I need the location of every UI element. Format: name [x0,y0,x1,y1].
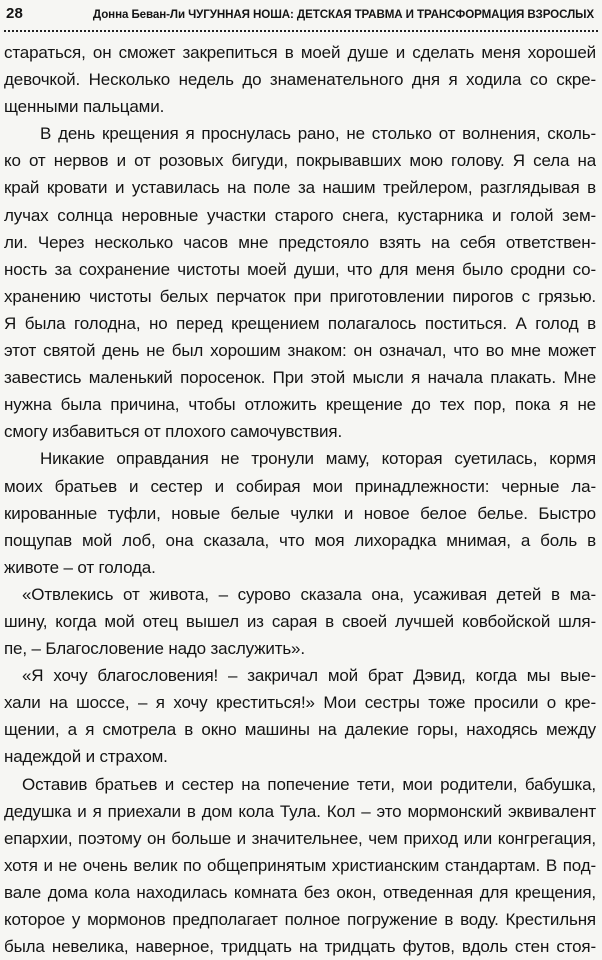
text-line: В день крещения я проснулась рано, не столько от волнения, сколь- [40,124,596,144]
text-line: смогу избавиться от плохого самочувствия. [4,422,343,442]
text-line: пощупав мой лоб, она сказала, что моя лихорадка мнимая, а боль в [4,530,596,550]
text-line: которое у мормонов предполагает полное погружение в воду. Крестильня [4,910,596,929]
text-line: пе, – Благословение надо заслужить». [4,639,305,659]
text-line: этот святой день не был хорошим знаком: он означал, что во мне может [4,341,596,361]
body-text [4,39,596,960]
text-line: кированные туфли, новые белые чулки и новое белое белье. Быстро [4,503,596,523]
text-line: хали на шоссе, – я хочу креститься!» Мои сестры тоже просили о кре- [4,693,596,713]
running-head-title: ЧУГУННАЯ НОША: ДЕТСКАЯ ТРАВМА И ТРАНСФОРМАЦИЯ ВЗРОСЛЫХ [188,8,594,21]
text-line: Оставив братьев и сестер на попечение тети, мои родители, бабушка, [22,774,596,794]
text-line: стараться, он сможет закрепиться в моей душе и сделать меня хорошей [4,43,596,62]
text-line: край кровати и уставилась на поле за нашим трейлером, разглядывая в [4,178,596,198]
running-head [93,8,594,21]
text-line: щении, а я смотрела в окно машины на далекие горы, находясь между [4,720,596,740]
text-line: ность за сохранение чистоты моей души, что для меня было сродни со- [4,259,596,279]
text-line: «Отвлекись от живота, – сурово сказала она, усаживая детей в ма- [22,584,596,604]
text-line: Никакие оправдания не тронули маму, которая суетилась, кормя [40,449,596,469]
text-line: епархии, поэтому он больше и значительнее, чем приход или конгрегация, [4,828,596,848]
text-line: ко от нервов и от розовых бигуди, покрывавших мою голову. Я села на [4,151,596,171]
text-line: ли. Через несколько часов мне предстояло взять на себя ответствен- [4,232,596,252]
text-line: вале дома кола находилась комната без окон, отведенная для крещения, [4,882,596,902]
text-line: надеждой и страхом. [4,747,168,767]
page-number: 28 [6,5,24,22]
text-line: шину, когда мой отец вышел из сарая в своей лучшей ковбойской шля- [4,611,596,631]
text-line: дедушка и я приехали в дом кола Тула. Кол – это мормонский эквивалент [4,801,596,821]
text-line: лучах солнца неровные участки старого снега, кустарника и голой зем- [4,205,596,225]
text-line: завестись маленький поросенок. При этой мысли я начала плакать. Мне [4,368,596,388]
text-line: хранению чистоты белых перчаток при приготовлении пирогов с грязью. [4,286,596,306]
text-line: Я была голодна, но перед крещением полагалось поститься. А голод в [4,313,596,333]
text-line: животе – от голода. [4,557,156,577]
text-line: хотя и не очень велик по общепринятым христианским стандартам. В под- [4,855,596,875]
text-line: нужна была причина, чтобы отложить крещение до тех пор, пока я не [4,395,596,415]
text-line: щенными пальцами. [4,97,165,117]
text-line: девочкой. Несколько недель до знаменательного дня я ходила со скре- [4,70,596,90]
header-dotted-rule [4,30,598,32]
text-line: моих братьев и сестер и собирая мои принадлежности: черные ла- [4,476,596,496]
running-header [6,5,594,31]
text-line: была невелика, наверное, тридцать на тридцать футов, вдоль стен стоя- [4,937,596,957]
running-head-author: Донна Беван-Ли [92,8,185,21]
text-line: «Я хочу благословения! – закричал мой брат Дэвид, когда мы вые- [22,666,596,686]
